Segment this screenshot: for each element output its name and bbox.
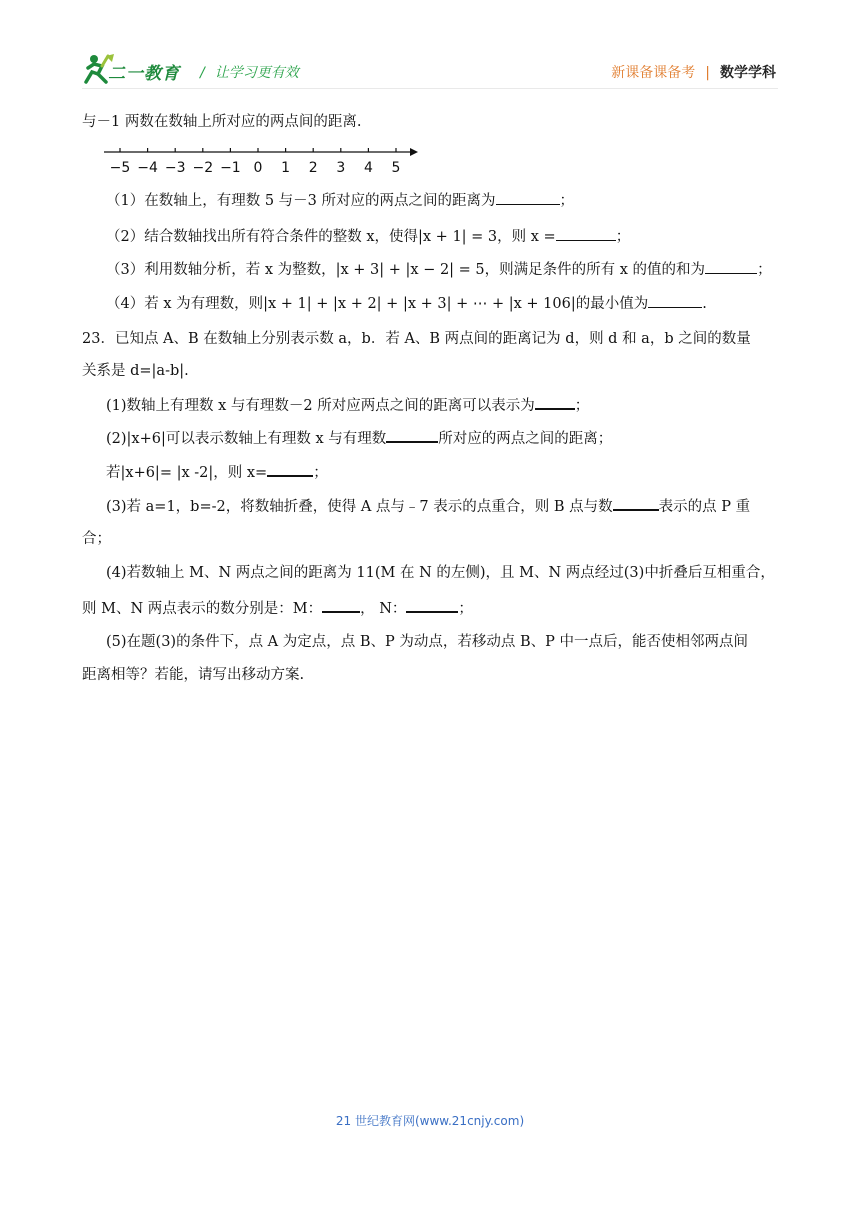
number-line-tick-label: −3	[164, 160, 186, 176]
q23-sub4b-end: ；	[458, 601, 473, 617]
q23-stem-line1: 23．已知点 A、B 在数轴上分别表示数 a，b．若 A、B 两点间的距离记为 d，则 d 和 a，b 之间的数量	[82, 331, 751, 347]
q23-sub2b	[106, 461, 328, 483]
q23-sub1-text: (1)数轴上有理数 x 与有理数－2 所对应两点之间的距离可以表示为	[106, 398, 535, 414]
page-footer: 21 世纪教育网(www.21cnjy.com)	[335, 1114, 525, 1128]
answer-blank	[496, 190, 560, 205]
q22-part4-end: .	[702, 296, 707, 312]
q22-part4	[106, 293, 707, 314]
header-course-label: 新课备课备考	[611, 65, 696, 81]
answer-blank	[267, 461, 313, 477]
q22-part1	[106, 190, 574, 211]
q23-sub3b: 合；	[82, 531, 111, 547]
q22-part1-text: （1）在数轴上，有理数 5 与－3 所对应的两点之间的距离为	[106, 193, 496, 209]
q23-sub3a	[106, 495, 750, 517]
slogan-text: 让学习更有效	[214, 65, 299, 81]
number-line-tick-label: −2	[192, 160, 214, 176]
q23-sub4a: (4)若数轴上 M、N 两点之间的距离为 11(M 在 N 的左侧)，且 M、N 两点经过(3)中折叠后互相重合，	[106, 565, 775, 581]
header-divider	[82, 88, 778, 89]
q23-sub5b: 距离相等？若能，请写出移动方案.	[82, 667, 305, 683]
q22-part1-end: ；	[559, 193, 575, 209]
number-line-tick-label: −5	[109, 160, 131, 176]
answer-blank	[648, 293, 702, 308]
q23-sub2a-end: 所对应的两点之间的距离；	[438, 431, 613, 447]
q23-sub2b-end: ；	[313, 465, 328, 481]
q23-sub4b-mid: ， N：	[360, 601, 407, 617]
header-subject-label: 数学学科	[720, 65, 776, 81]
q22-part3-text: （3）利用数轴分析，若 x 为整数，|x + 3| + |x − 2| = 5，则满足条件的所有 x 的值的和为	[106, 262, 706, 278]
q23-sub3a-end: 表示的点 P 重	[658, 499, 751, 515]
header-slogan: / 让学习更有效	[200, 65, 299, 81]
q23-sub2a	[106, 427, 612, 449]
number-line-tick-label: 2	[308, 160, 318, 176]
number-line	[104, 142, 424, 182]
q23-sub1-end: ；	[574, 398, 590, 414]
answer-blank	[556, 226, 616, 241]
q23-sub4b	[82, 597, 473, 619]
answer-blank	[705, 259, 757, 274]
answer-blank	[613, 495, 659, 511]
q22-part2	[106, 226, 630, 247]
answer-blank	[406, 597, 458, 613]
q23-sub2a-text: (2)|x+6|可以表示数轴上有理数 x 与有理数	[106, 431, 387, 447]
q22-part3-end: ；	[757, 262, 772, 278]
page-header	[0, 0, 860, 95]
intro-text: 与－1 两数在数轴上所对应的两点间的距离.	[82, 114, 362, 130]
q23-sub4b-text: 则 M、N 两点表示的数分别是：M：	[82, 601, 323, 617]
number-line-tick-label: −4	[137, 160, 158, 176]
answer-blank	[535, 394, 575, 410]
header-subject: 新课备课备考 | 数学学科	[611, 65, 776, 81]
q23-sub5a: (5)在题(3)的条件下，点 A 为定点，点 B、P 为动点，若移动点 B、P 中一点后，能否使相邻两点间	[106, 634, 749, 650]
brand-name: 二一教育	[108, 64, 180, 84]
q23-sub2b-text: 若|x+6|= |x -2|，则 x=	[106, 465, 268, 481]
arrow-right-icon	[410, 148, 418, 156]
q23-stem-line2: 关系是 d=|a-b|.	[82, 363, 189, 379]
number-line-tick-label: −1	[220, 160, 241, 176]
number-line-tick-label: 3	[336, 160, 346, 176]
number-line-tick-label: 1	[281, 160, 291, 176]
answer-blank	[322, 597, 360, 613]
q22-part4-text: （4）若 x 为有理数，则|x + 1| + |x + 2| + |x + 3| + ⋯ + |x + 106|的最小值为	[106, 296, 649, 312]
answer-blank	[386, 427, 438, 443]
q23-sub3a-text: (3)若 a=1，b=-2，将数轴折叠，使得 A 点与﹣7 表示的点重合，则 B 点与数	[106, 499, 613, 515]
number-line-tick-label: 5	[391, 160, 401, 176]
q22-part2-end: ；	[615, 229, 631, 245]
number-line-tick-label: 0	[253, 160, 263, 176]
q23-sub1	[106, 394, 589, 416]
q22-part2-text: （2）结合数轴找出所有符合条件的整数 x，使得|x + 1| = 3，则 x =	[106, 229, 556, 245]
number-line-tick-label: 4	[363, 160, 373, 176]
q22-part3	[106, 259, 772, 280]
